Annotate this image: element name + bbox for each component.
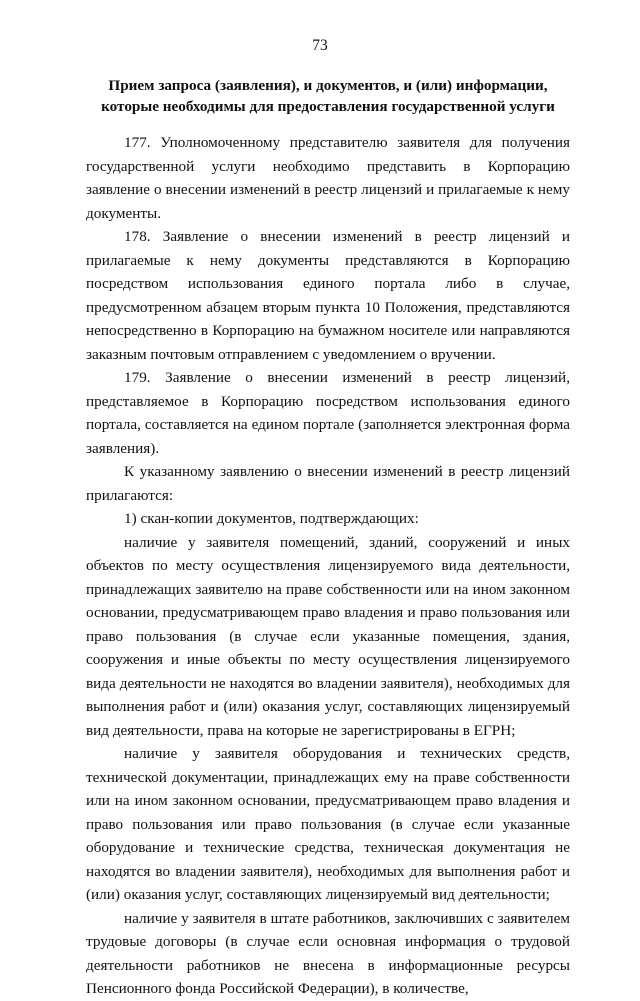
section-heading [86,75,570,117]
document-body [86,131,570,1001]
paragraph-premises: наличие у заявителя помещений, зданий, сооружений и иных объектов по месту осуществления лицензируемого вида деятельности, принадлежащих заявителю на праве собственности или на ином законном основании, предусматривающем право владения и право пользования или право пользования (в случае если указанные помещения, здания, сооружения и иные объекты по месту осуществления лицензируемого вида деятельности не находятся во владении заявителя), необходимых для выполнения работ и (или) оказания услуг, составляющих лицензируемый вид деятельности, права на которые не зарегистрированы в ЕГРН; [86,533,570,739]
section-heading-line-1: Прием запроса (заявления), и документов, и (или) информации, [108,77,548,94]
section-heading-line-2: которые необходимы для предоставления государственной услуги [101,98,555,115]
paragraph-equipment: наличие у заявителя оборудования и технических средств, технической документации, принадлежащих ему на праве собственности или на ином законном основании, предусматривающем право владения и право пользования или право пользования (в случае если указанные оборудование и технические средства, техническая документация не находятся во владении заявителя), необходимых для выполнения работ и (или) оказания услуг, составляющих лицензируемый вид деятельности; [86,745,570,903]
paragraph-178: 178. Заявление о внесении изменений в реестр лицензий и прилагаемые к нему документы представляются в Корпорацию посредством использования единого портала либо в случае, предусмотренном абзацем вторым пункта 10 Положения, представляются непосредственно в Корпорацию на бумажном носителе или направляются заказным почтовым отправлением с уведомлением о вручении. [86,228,570,363]
list-item-1: 1) скан-копии документов, подтверждающих: [124,510,419,527]
paragraph-attachments-intro: К указанному заявлению о внесении изменений в реестр лицензий прилагаются: [86,463,570,504]
page-number: 73 [312,37,328,54]
paragraph-staff: наличие у заявителя в штате работников, заключивших с заявителем трудовые договоры (в случае если основная информация о трудовой деятельности работников не внесена в информационные ресурсы Пенсионного фонда Российской Федерации), в количестве, [86,909,570,997]
paragraph-177: 177. Уполномоченному представителю заявителя для получения государственной услуги необходимо представить в Корпорацию заявление о внесении изменений в реестр лицензий и прилагаемые к нему документы. [86,134,570,222]
paragraph-179: 179. Заявление о внесении изменений в реестр лицензий, представляемое в Корпорацию посредством использования единого портала, составляется на едином портале (заполняется электронная форма заявления). [86,369,570,457]
